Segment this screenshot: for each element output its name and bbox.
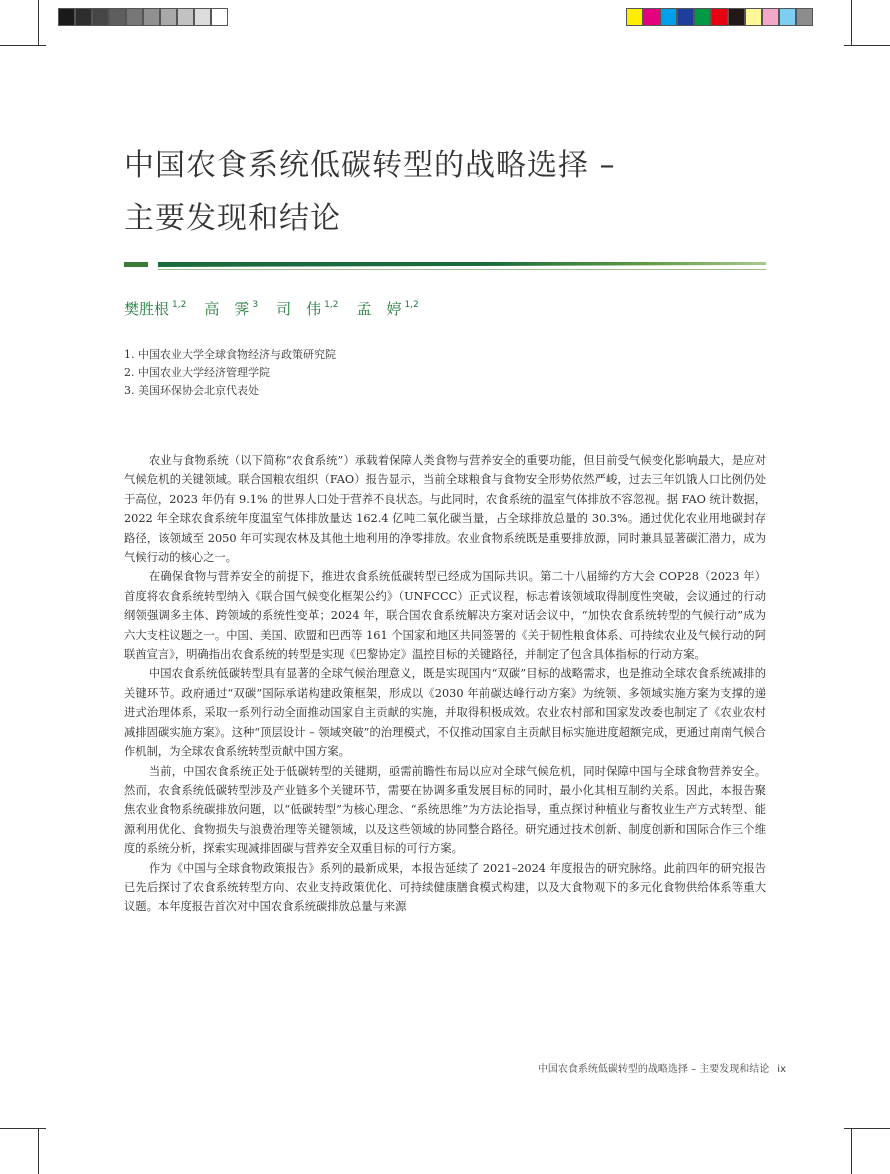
color-swatch — [194, 8, 211, 26]
process-color-bar — [626, 8, 813, 26]
paragraph: 作为《中国与全球食物政策报告》系列的最新成果，本报告延续了 2021–2024 年度报告的研究脉络。此前四年的研究报告已先后探讨了农食系统转型方向、农业支持政策优化、可持续健康膳食模式构建，以及大食物观下的多元化食物供给体系等重大议题。本年度报告首次对中国农食系统碳排放总量与来源 — [124, 861, 766, 914]
paragraph: 农业与食物系统（以下简称“农食系统”）承载着保障人类食物与营养安全的重要功能，但目前受气候变化影响最大，是应对气候危机的关键领域。联合国粮农组织（FAO）报告显示，当前全球粮食与食物安全形势依然严峻，过去三年饥饿人口比例仍处于高位，2023 年仍有 9.1% 的世界人口处于营养不良状态。与此同时，农食系统的温室气体排放不容忽视。据 FAO 统计数据，2022 年全球农食系统年度温室气体排放量达 162.4 亿吨二氧化碳当量，占全球排放总量的 30.3%。通过优化农业用地碳封存路径，该领域至 2050 年可实现农林及其他土地利用的净零排放。农业食物系统既是重要排放源，同时兼具显著碳汇潜力，成为气候行动的核心之一。 — [124, 454, 766, 565]
affiliation: 2. 中国农业大学经济管理学院 — [124, 366, 270, 379]
color-swatch — [677, 8, 694, 26]
crop-mark — [851, 1128, 852, 1174]
author: 司 伟 $^{1,2}$ — [276, 300, 339, 318]
affiliation-list — [124, 346, 336, 400]
color-swatch — [126, 8, 143, 26]
body-text — [124, 451, 766, 917]
page-footer — [538, 1060, 786, 1075]
affiliation: 1. 中国农业大学全球食物经济与政策研究院 — [124, 348, 336, 361]
color-swatch — [58, 8, 75, 26]
title-rule-accent — [124, 262, 148, 267]
author: 高 霁 $^3$ — [204, 300, 259, 318]
color-swatch — [626, 8, 643, 26]
running-title: 中国农食系统低碳转型的战略选择 – 主要发现和结论 — [537, 1064, 770, 1075]
color-swatch — [160, 8, 177, 26]
color-swatch — [728, 8, 745, 26]
crop-mark — [38, 1128, 39, 1174]
crop-mark — [0, 1128, 46, 1129]
color-swatch — [211, 8, 228, 26]
title-rule-thin — [158, 269, 766, 270]
color-swatch — [711, 8, 728, 26]
color-swatch — [762, 8, 779, 26]
author: 樊胜根 $^{1,2}$ — [124, 300, 187, 318]
color-swatch — [109, 8, 126, 26]
color-swatch — [779, 8, 796, 26]
author: 孟 婷 $^{1,2}$ — [356, 300, 419, 318]
crop-mark — [0, 45, 46, 46]
affiliation: 3. 美国环保协会北京代表处 — [124, 384, 259, 397]
color-swatch — [143, 8, 160, 26]
paragraph: 当前，中国农食系统正处于低碳转型的关键期，亟需前瞻性布局以应对全球气候危机，同时保障中国与全球食物营养安全。然而，农食系统低碳转型涉及产业链多个关键环节，需要在协调多重发展目标的同时，最小化其相互制约关系。因此，本报告聚焦农业食物系统碳排放问题，以“低碳转型”为核心理念、“系统思维”为方法论指导，重点探讨种植业与畜牧业生产方式转型、能源利用优化、食物损失与浪费治理等关键领域，以及这些领域的协同整合路径。研究通过技术创新、制度创新和国际合作三个维度的系统分析，探索实现减排固碳与营养安全双重目标的可行方案。 — [124, 764, 766, 856]
color-swatch — [75, 8, 92, 26]
color-swatch — [92, 8, 109, 26]
color-swatch — [694, 8, 711, 26]
color-swatch — [796, 8, 813, 26]
author-list — [124, 298, 419, 319]
page-number: ix — [777, 1064, 786, 1075]
color-swatch — [643, 8, 660, 26]
color-swatch — [745, 8, 762, 26]
page-title-line-1: 中国农食系统低碳转型的战略选择 – — [124, 148, 616, 183]
grayscale-color-bar — [58, 8, 228, 26]
paragraph: 中国农食系统低碳转型具有显著的全球气候治理意义，既是实现国内“双碳”目标的战略需求，也是推动全球农食系统减排的关键环节。政府通过“双碳”国际承诺构建政策框架，形成以《2030 年前碳达峰行动方案》为统领、多领域实施方案为支撑的递进式治理体系，采取一系列行动全面推动国家自主贡献的实施，并取得积极成效。农业农村部和国家发改委也制定了《农业农村减排固碳实施方案》。这种“顶层设计 – 领域突破”的治理模式，不仅推动国家自主贡献目标实施进度超额完成，更通过南南气候合作机制，为全球农食系统转型贡献中国方案。 — [124, 667, 766, 759]
color-swatch — [177, 8, 194, 26]
color-swatch — [660, 8, 677, 26]
crop-mark — [844, 45, 890, 46]
crop-mark — [38, 0, 39, 46]
crop-mark — [844, 1128, 890, 1129]
paragraph: 在确保食物与营养安全的前提下，推进农食系统低碳转型已经成为国际共识。第二十八届缔约方大会 COP28（2023 年）首度将农食系统转型纳入《联合国气候变化框架公约》（UNFCCC）正式议程，标志着该领域取得制度性突破，会议通过的行动纲领强调多主体、跨领域的系统性变革；2024 年，联合国农食系统解决方案对话会议中，“加快农食系统转型的气候行动”成为六大支柱议题之一。中国、美国、欧盟和巴西等 161 个国家和地区共同签署的《关于韧性粮食体系、可持续农业及气候行动的阿联酋宣言》，明确指出农食系统的转型是实现《巴黎协定》温控目标的关键路径，并制定了包含具体指标的行动方案。 — [124, 570, 766, 662]
title-rule — [158, 262, 766, 267]
page-title-line-2: 主要发现和结论 — [124, 201, 341, 236]
crop-mark — [851, 0, 852, 46]
